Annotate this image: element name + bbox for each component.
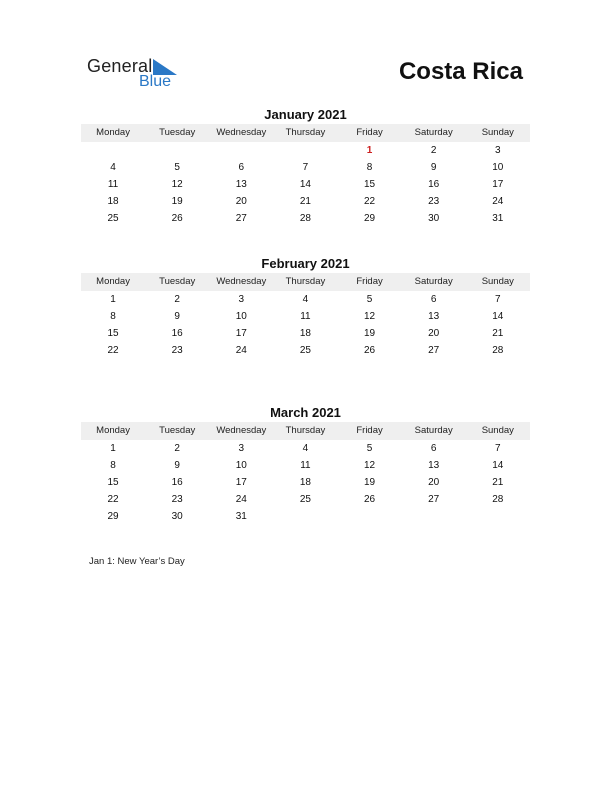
weekday-label: Sunday [481, 276, 514, 287]
day-cell: 29 [364, 213, 376, 224]
day-cell: 2 [174, 443, 180, 454]
week-row [81, 291, 530, 308]
day-cell: 10 [235, 460, 247, 471]
weekday-label: Wednesday [216, 276, 267, 287]
day-cell: 13 [428, 460, 440, 471]
week-row [81, 342, 530, 359]
week-row [81, 508, 530, 525]
day-cell: 16 [428, 179, 440, 190]
month-grid [81, 273, 530, 359]
day-cell: 23 [171, 345, 183, 356]
empty-day-cell [273, 508, 337, 525]
week-row [81, 193, 530, 210]
day-cell: 4 [302, 443, 309, 454]
day-cell: 2 [174, 294, 180, 305]
week-row [81, 308, 530, 325]
weekday-label: Wednesday [216, 425, 267, 436]
day-cell: 21 [492, 328, 504, 339]
day-cell: 3 [495, 145, 501, 156]
weekday-label: Monday [96, 425, 130, 436]
day-cell: 11 [107, 179, 119, 190]
day-cell: 28 [492, 494, 504, 505]
day-cell: 25 [299, 345, 311, 356]
day-cell: 15 [364, 179, 376, 190]
day-cell: 28 [492, 345, 504, 356]
day-cell: 20 [428, 477, 440, 488]
day-cell: 13 [235, 179, 247, 190]
day-cell: 16 [171, 328, 183, 339]
week-row [81, 440, 530, 457]
week-row [81, 159, 530, 176]
day-cell: 30 [428, 213, 440, 224]
weekday-label: Monday [96, 276, 130, 287]
holiday-notes [89, 556, 185, 567]
weekday-label: Monday [96, 127, 130, 138]
weekday-header-row [81, 273, 530, 291]
weekday-label: Friday [356, 127, 383, 138]
day-cell: 14 [492, 460, 504, 471]
day-cell: 24 [235, 345, 247, 356]
weekday-label: Thursday [285, 127, 326, 138]
day-cell: 9 [174, 311, 180, 322]
day-cell: 18 [299, 477, 311, 488]
day-cell: 15 [107, 328, 119, 339]
day-cell: 7 [495, 443, 501, 454]
day-cell: 9 [174, 460, 180, 471]
day-cell: 31 [492, 213, 504, 224]
weekday-label: Thursday [285, 425, 326, 436]
day-cell: 8 [110, 460, 116, 471]
empty-day-cell [338, 508, 402, 525]
day-cell: 17 [235, 328, 247, 339]
day-cell: 30 [171, 511, 183, 522]
day-cell: 14 [492, 311, 504, 322]
day-cell: 20 [428, 328, 440, 339]
month-calendar-february [81, 256, 530, 359]
month-title: February 2021 [261, 256, 350, 271]
logo-word-blue: Blue [139, 73, 172, 90]
weekday-label: Saturday [414, 425, 453, 436]
weekday-label: Saturday [414, 276, 453, 287]
day-cell: 22 [107, 345, 119, 356]
day-cell: 18 [299, 328, 311, 339]
day-cell: 23 [171, 494, 183, 505]
day-cell: 11 [300, 460, 311, 471]
day-cell: 2 [430, 145, 437, 156]
day-cell: 10 [235, 311, 247, 322]
day-cell: 6 [238, 162, 245, 173]
weekday-label: Sunday [481, 127, 514, 138]
day-cell: 22 [364, 196, 376, 207]
day-cell: 10 [492, 162, 504, 173]
day-cell: 22 [107, 494, 119, 505]
month-calendar-march [81, 405, 530, 525]
day-cell: 27 [428, 345, 440, 356]
day-cell: 26 [171, 213, 183, 224]
week-row [81, 491, 530, 508]
weekday-label: Friday [356, 425, 383, 436]
day-cell: 21 [492, 477, 504, 488]
day-cell: 11 [300, 311, 311, 322]
day-cell: 29 [107, 511, 119, 522]
week-row [81, 457, 530, 474]
day-cell: 3 [238, 294, 245, 305]
day-cell: 26 [364, 494, 376, 505]
day-cell: 27 [428, 494, 440, 505]
day-cell: 28 [299, 213, 311, 224]
day-cell: 31 [235, 511, 247, 522]
day-cell: 26 [364, 345, 376, 356]
empty-day-cell [402, 508, 466, 525]
weekday-header-row [81, 422, 530, 440]
week-row [81, 325, 530, 342]
generalblue-logo [87, 56, 187, 92]
week-row [81, 210, 530, 227]
weekday-label: Tuesday [159, 127, 196, 138]
day-cell: 5 [366, 443, 373, 454]
day-cell: 4 [110, 162, 116, 173]
weekday-label: Thursday [285, 276, 326, 287]
day-cell: 15 [107, 477, 119, 488]
day-cell: 4 [302, 294, 309, 305]
country-title: Costa Rica [398, 58, 523, 85]
week-row [81, 176, 530, 193]
holiday-day-cell: 1 [366, 145, 373, 156]
day-cell: 12 [364, 460, 376, 471]
day-cell: 3 [238, 443, 245, 454]
day-cell: 18 [107, 196, 119, 207]
day-cell: 19 [364, 477, 376, 488]
weekday-label: Tuesday [159, 425, 196, 436]
logo-word-general: General [87, 56, 153, 76]
day-cell: 5 [366, 294, 373, 305]
day-cell: 12 [171, 179, 183, 190]
day-cell: 21 [299, 196, 311, 207]
day-cell: 12 [364, 311, 376, 322]
day-cell: 23 [428, 196, 440, 207]
day-cell: 7 [495, 294, 501, 305]
day-cell: 25 [107, 213, 119, 224]
week-row [81, 142, 530, 159]
month-title: March 2021 [270, 405, 341, 420]
day-cell: 17 [492, 179, 504, 190]
empty-day-cell [466, 508, 530, 525]
month-grid [81, 422, 530, 525]
day-cell: 7 [302, 162, 309, 173]
weekday-header-row [81, 124, 530, 142]
empty-day-cell [209, 142, 273, 159]
day-cell: 9 [430, 162, 437, 173]
day-cell: 17 [235, 477, 247, 488]
day-cell: 19 [171, 196, 183, 207]
day-cell: 13 [428, 311, 440, 322]
day-cell: 19 [364, 328, 376, 339]
day-cell: 24 [235, 494, 247, 505]
day-cell: 16 [171, 477, 183, 488]
holiday-note: Jan 1: New Year’s Day [89, 556, 185, 567]
day-cell: 8 [110, 311, 116, 322]
day-cell: 5 [174, 162, 180, 173]
month-calendar-january [81, 107, 530, 227]
day-cell: 6 [430, 294, 437, 305]
day-cell: 27 [235, 213, 247, 224]
day-cell: 14 [299, 179, 311, 190]
empty-day-cell [145, 142, 209, 159]
day-cell: 8 [366, 162, 373, 173]
empty-day-cell [81, 142, 145, 159]
day-cell: 24 [492, 196, 504, 207]
day-cell: 6 [430, 443, 437, 454]
weekday-label: Saturday [414, 127, 453, 138]
day-cell: 1 [110, 443, 116, 454]
weekday-label: Tuesday [159, 276, 196, 287]
weekday-label: Wednesday [216, 127, 267, 138]
day-cell: 20 [235, 196, 247, 207]
empty-day-cell [273, 142, 337, 159]
day-cell: 25 [299, 494, 311, 505]
week-row [81, 474, 530, 491]
day-cell: 1 [110, 294, 116, 305]
month-title: January 2021 [264, 107, 347, 122]
weekday-label: Friday [356, 276, 383, 287]
weekday-label: Sunday [481, 425, 514, 436]
month-grid [81, 124, 530, 227]
